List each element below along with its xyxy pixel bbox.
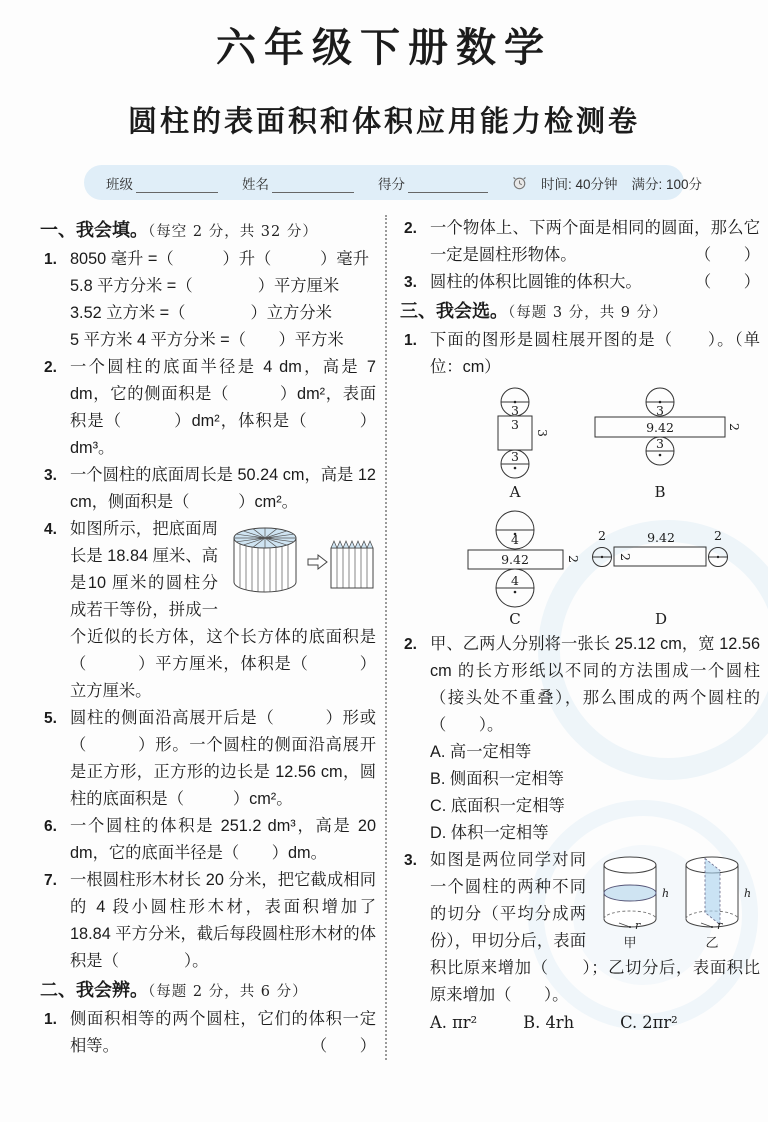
answer-parentheses: （ ） <box>694 273 760 291</box>
diagram-a-square-value: 3 <box>511 417 519 432</box>
question-text-wrap <box>430 847 760 1036</box>
section-1-note: （每空 2 分，共 32 分） <box>148 224 318 240</box>
question-text: 圆柱的侧面沿高展开后是（ ）形或（ ）形。一个圆柱的侧面沿高展开是正方形，正方形的边长是 12.56 cm，圆柱的底面积是（ ）cm²。 <box>70 709 376 808</box>
section-3-heading <box>400 297 760 327</box>
question-s1-7 <box>40 867 376 975</box>
question-number: 2. <box>44 359 57 376</box>
section-2-heading <box>40 976 376 1006</box>
yi-label: 乙 <box>705 936 719 951</box>
fill-line: 3.52 立方米 =（ ）立方分米 <box>70 304 332 322</box>
diagram-d-rect-top-value: 9.42 <box>647 530 675 545</box>
name-blank <box>272 178 354 193</box>
question-number: 1. <box>44 251 57 268</box>
question-text <box>70 246 376 354</box>
diagram-c-bottom-value: 4 <box>511 573 519 588</box>
diagram-b-rect-value: 9.42 <box>646 420 674 435</box>
option-c: C. 底面积一定相等 <box>430 797 565 815</box>
section-1-heading <box>40 216 376 246</box>
diagram-b-bottom-value: 3 <box>656 436 664 451</box>
question-number: 6. <box>44 818 57 835</box>
figure-cylinder-to-prism <box>224 518 376 604</box>
section-3-note: （每题 3 分，共 9 分） <box>508 305 668 321</box>
cylinder-jia <box>604 857 669 951</box>
question-text: 一个圆柱的体积是 251.2 dm³，高是 20 dm，它的底面半径是（ ）dm。 <box>70 817 376 862</box>
diagram-d-side-value: 2 <box>618 553 633 561</box>
question-s1-6 <box>40 813 376 867</box>
score-blank <box>408 178 488 193</box>
r-label: r <box>717 919 723 932</box>
fill-line: 5 平方米 4 平方分米 =（ ）平方米 <box>70 331 344 349</box>
question-s1-5 <box>40 705 376 813</box>
diagram-c-rect-value: 9.42 <box>501 552 529 567</box>
section-1-title: 一、我会填。 <box>40 220 148 240</box>
net-diagram-a <box>498 388 550 501</box>
question-number: 3. <box>404 852 417 869</box>
diagram-c-side-value: 2 <box>566 555 581 563</box>
question-text-wrap <box>430 269 760 296</box>
question-text: 甲、乙两人分别将一张长 25.12 cm，宽 12.56 cm 的长方形纸以不同的方法围成一个圆柱（接头处不重叠），那么围成的两个圆柱的（ ）。 <box>430 635 760 734</box>
option-b: B. 侧面积一定相等 <box>430 770 564 788</box>
full-score-label: 满分: 100分 <box>631 176 703 192</box>
class-blank <box>136 178 218 193</box>
diagram-a-side-value: 3 <box>535 429 550 437</box>
question-text: 如图所示，把底面周长是 18.84 厘米、高是10 厘米的圆柱分成若干等份，拼成一个近似的长方体，这个长方体的底面积是（ ）平方厘米，体积是（ ）立方厘米。 <box>70 520 376 700</box>
option-c: C. 2πr² <box>620 1013 678 1032</box>
question-s2-1 <box>40 1006 376 1060</box>
question-number: 7. <box>44 872 57 889</box>
diagram-b-side-value: 2 <box>727 423 742 431</box>
question-text-wrap <box>430 631 760 847</box>
answer-parentheses: （ ） <box>694 246 760 264</box>
net-diagram-c <box>468 511 581 628</box>
page-title: 六年级下册数学 <box>216 24 552 71</box>
fill-line: 8050 毫升 =（ ）升（ ）毫升 <box>70 250 369 268</box>
question-s1-2 <box>40 354 376 462</box>
section-2-title: 二、我会辨。 <box>40 980 148 1000</box>
diagram-a-top-value: 3 <box>511 403 519 418</box>
alarm-clock-icon <box>512 175 527 190</box>
name-label: 姓名 <box>242 176 269 192</box>
figure-cylinder-nets <box>430 385 760 629</box>
r-label: r <box>635 919 641 932</box>
question-text: 如图是两位同学对同一个圆柱的两种不同的切分（平均分成两份），甲切分后，表面积比原来增加（ ）；乙切分后，表面积比原来增加（ ）。 <box>430 851 760 1004</box>
paper-subtitle: 圆柱的表面积和体积应用能力检测卷 <box>127 104 640 138</box>
question-s1-4 <box>40 516 376 705</box>
question-s2-2 <box>400 215 760 269</box>
time-info <box>512 173 702 193</box>
question-s3-3 <box>400 847 760 1036</box>
question-text: 一个圆柱的底面周长是 50.24 cm，高是 12 cm，侧面积是（ ）cm²。 <box>70 466 376 511</box>
diagram-a-bottom-value: 3 <box>511 449 519 464</box>
question-text: 一根圆柱形木材长 20 分米，把它截成相同的 4 段小圆柱形木材，表面积增加了 18.84 平方分米，截后每段圆柱形木材的体积是（ ）。 <box>70 871 376 970</box>
class-field <box>106 173 218 193</box>
section-2-note: （每题 2 分，共 6 分） <box>148 984 308 1000</box>
question-s3-2 <box>400 631 760 847</box>
net-diagram-b <box>595 388 742 501</box>
question-s1-1 <box>40 246 376 354</box>
diagram-d-left-value: 2 <box>598 528 606 543</box>
question-text: 一个物体上、下两个面是相同的圆面，那么它一定是圆柱形物体。 <box>430 219 760 264</box>
diagram-d-label: D <box>654 610 668 628</box>
class-label: 班级 <box>106 176 133 192</box>
question-number: 5. <box>44 710 57 727</box>
two-column-body <box>0 215 768 1060</box>
question-s2-3 <box>400 269 760 296</box>
question-text: 侧面积相等的两个圆柱，它们的体积一定相等。 <box>70 1010 376 1055</box>
question-number: 2. <box>404 636 417 653</box>
h-label: h <box>744 887 752 900</box>
question-number: 1. <box>404 332 417 349</box>
question-text-wrap <box>430 215 760 269</box>
time-label: 时间: 40分钟 <box>541 176 618 192</box>
question-number: 3. <box>44 467 57 484</box>
right-column <box>387 215 760 1060</box>
option-d: D. 体积一定相等 <box>430 824 549 842</box>
option-row <box>430 1009 760 1036</box>
score-field <box>378 173 488 193</box>
question-text: 一个圆柱的底面半径是 4 dm，高是 7 dm，它的侧面积是（ ）dm²，表面积是（ ）dm²，体积是（ ）dm³。 <box>70 358 376 457</box>
question-text: 下面的图形是圆柱展开图的是（ ）。（单位：cm） <box>430 331 760 376</box>
arrow-icon <box>308 555 327 569</box>
score-label: 得分 <box>378 176 405 192</box>
question-number: 3. <box>404 274 417 291</box>
question-text-wrap <box>70 1006 376 1060</box>
question-text-wrap <box>70 516 376 705</box>
net-diagram-d <box>593 528 728 628</box>
h-label: h <box>662 887 670 900</box>
name-field <box>242 173 354 193</box>
diagram-a-label: A <box>509 483 521 501</box>
info-bar <box>84 165 703 200</box>
cylinder-yi <box>686 857 751 951</box>
answer-parentheses: （ ） <box>310 1037 376 1055</box>
figure-cylinder-cuts <box>592 849 760 952</box>
fill-line: 5.8 平方分米 =（ ）平方厘米 <box>70 277 340 295</box>
diagram-c-label: C <box>509 610 521 628</box>
left-column <box>40 215 376 1060</box>
question-s1-3 <box>40 462 376 516</box>
question-number: 2. <box>404 220 417 237</box>
diagram-d-right-value: 2 <box>714 528 722 543</box>
question-s3-1 <box>400 327 760 381</box>
question-number: 1. <box>44 1011 57 1028</box>
option-a: A. 高一定相等 <box>430 743 532 761</box>
diagram-c-top-value: 4 <box>511 532 519 547</box>
option-a: A. πr² <box>430 1013 478 1032</box>
diagram-b-label: B <box>654 483 666 501</box>
section-3-title: 三、我会选。 <box>400 301 508 321</box>
question-number: 4. <box>44 521 57 538</box>
question-text: 圆柱的体积比圆锥的体积大。 <box>430 273 642 291</box>
option-b: B. 4rh <box>523 1013 575 1032</box>
jia-label: 甲 <box>623 936 637 951</box>
diagram-b-top-value: 3 <box>656 403 664 418</box>
